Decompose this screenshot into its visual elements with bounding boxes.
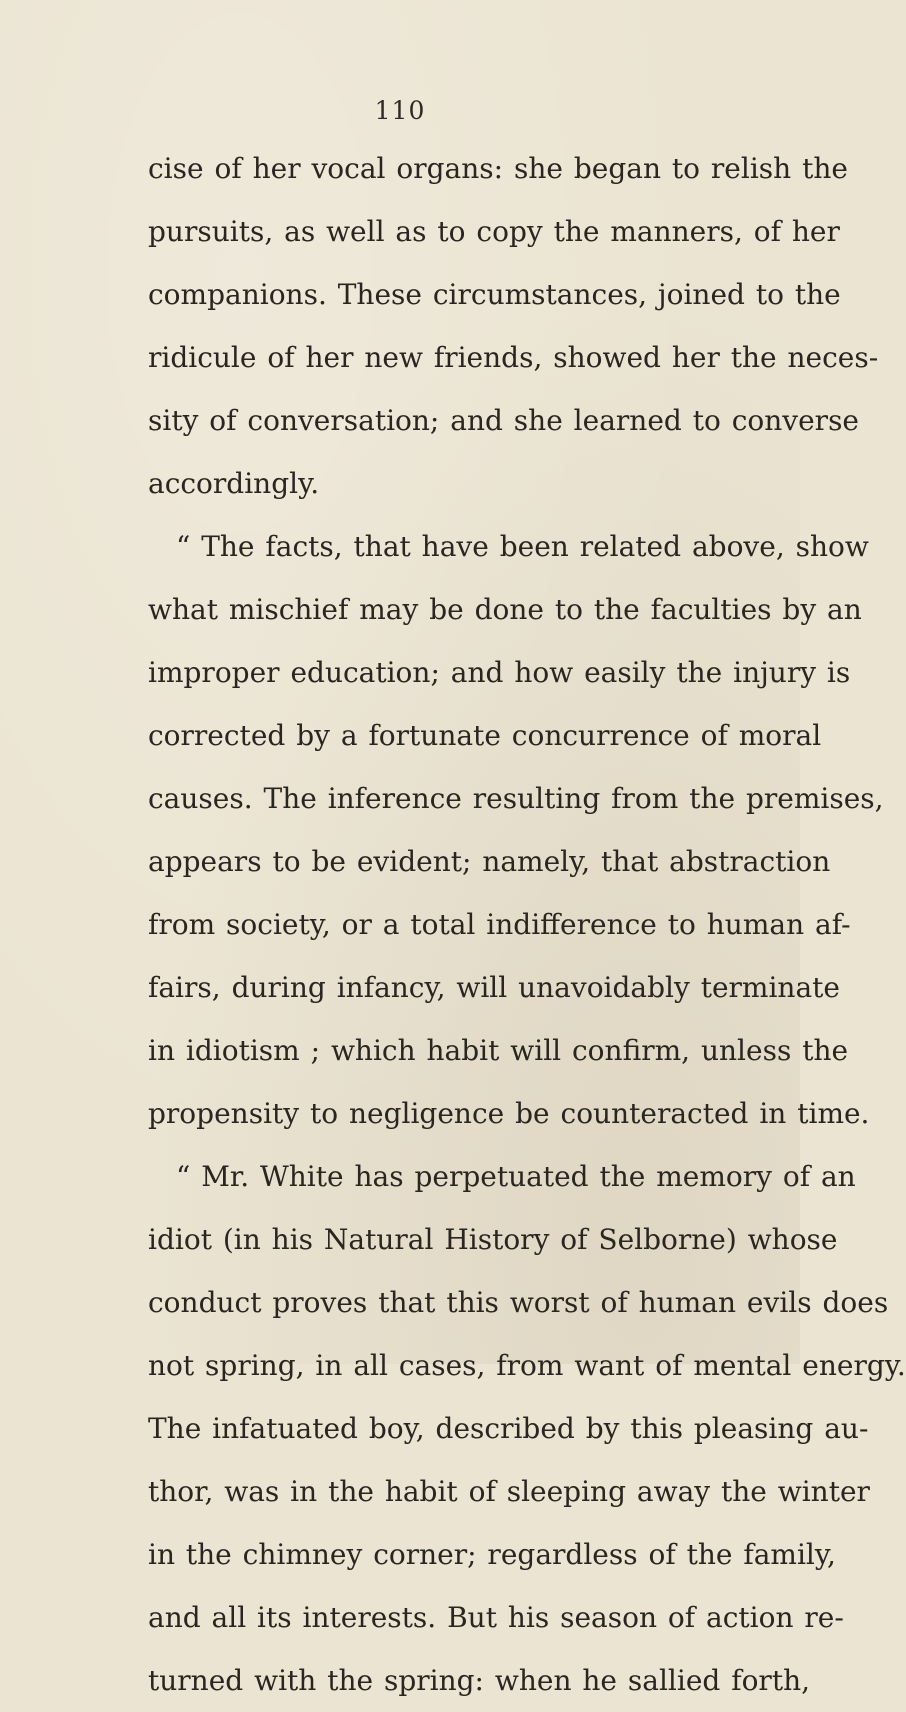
text-line: in the chimney corner; regardless of the family, — [148, 1538, 836, 1571]
text-line: pursuits, as well as to copy the manners, of her — [148, 215, 840, 248]
text-line: ridicule of her new friends, showed her the neces- — [148, 341, 879, 374]
text-line: The infatuated boy, described by this pleasing au- — [148, 1412, 869, 1445]
body-text — [148, 137, 906, 1712]
text-line: and all its interests. But his season of action re- — [148, 1601, 844, 1634]
text-line: in idiotism ; which habit will confirm, unless the — [148, 1034, 849, 1067]
text-line: “ Mr. White has perpetuated the memory of an — [176, 1160, 856, 1193]
text-line: cise of her vocal organs: she began to relish the — [148, 152, 848, 185]
page-number: 110 — [374, 96, 426, 125]
text-line: thor, was in the habit of sleeping away the winter — [148, 1475, 870, 1508]
text-line: idiot (in his Natural History of Selborne) whose — [148, 1223, 838, 1256]
text-line: “ The facts, that have been related above, show — [176, 530, 869, 563]
text-line: accordingly. — [148, 467, 320, 500]
text-line: what mischief may be done to the faculties by an — [148, 593, 862, 626]
text-line: propensity to negligence be counteracted in time. — [148, 1097, 870, 1130]
text-line: not spring, in all cases, from want of mental energy. — [148, 1349, 906, 1382]
text-line: appears to be evident; namely, that abstraction — [148, 845, 831, 878]
text-line: corrected by a fortunate concurrence of moral — [148, 719, 822, 752]
text-line: improper education; and how easily the injury is — [148, 656, 851, 689]
text-line: companions. These circumstances, joined to the — [148, 278, 841, 311]
text-line: conduct proves that this worst of human evils does — [148, 1286, 889, 1319]
text-line: fairs, during infancy, will unavoidably terminate — [148, 971, 840, 1004]
text-line: causes. The inference resulting from the premises, — [148, 782, 884, 815]
text-line: from society, or a total indifference to human af- — [148, 908, 851, 941]
text-line: sity of conversation; and she learned to converse — [148, 404, 860, 437]
text-line: turned with the spring: when he sallied forth, — [148, 1664, 811, 1697]
